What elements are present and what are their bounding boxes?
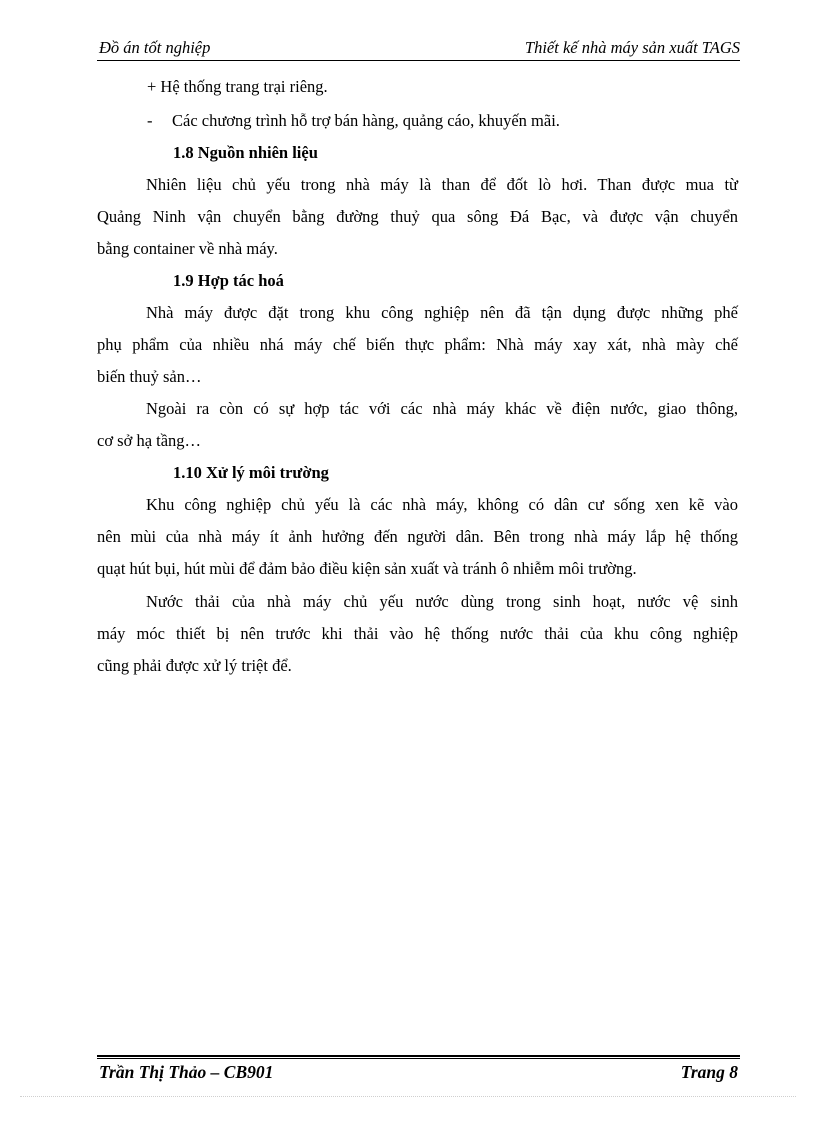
header-document-title: Thiết kế nhà máy sản xuất TAGS	[524, 38, 740, 57]
list-item-farm: + Hệ thống trang trại riêng.	[147, 77, 328, 96]
paragraph-wastewater-line-1: Nước thải của nhà máy chủ yếu nước dùng trong sinh hoạt, nước vệ sinh	[146, 592, 738, 611]
header-document-type: Đồ án tốt nghiệp	[99, 38, 211, 57]
paragraph-other-line-1: Ngoài ra còn có sự hợp tác với các nhà máy khác về điện nước, giao thông,	[146, 399, 738, 418]
paragraph-cooperation-line-3: biến thuỷ sản…	[97, 367, 202, 386]
list-item-programs: Các chương trình hỗ trợ bán hàng, quảng cáo, khuyến mãi.	[172, 111, 560, 130]
paragraph-fuel-line-2: Quảng Ninh vận chuyển bằng đường thuỷ qua sông Đá Bạc, và được vận chuyển	[97, 207, 738, 226]
paragraph-other-line-2: cơ sở hạ tầng…	[97, 431, 202, 450]
paragraph-fuel-line-1: Nhiên liệu chủ yếu trong nhà máy là than để đốt lò hơi. Than được mua từ	[146, 175, 738, 194]
paragraph-environment-line-2: nên mùi của nhà máy ít ảnh hưởng đến người dân. Bên trong nhà máy lắp hệ thống	[97, 527, 738, 546]
page-header	[97, 36, 740, 60]
list-item-dash: -	[147, 111, 153, 130]
footer-divider-thick	[97, 1055, 740, 1057]
page-bottom-border	[20, 1096, 796, 1097]
paragraph-wastewater-line-3: cũng phải được xử lý triệt để.	[97, 656, 292, 675]
section-heading-1-10: 1.10 Xử lý môi trường	[173, 463, 329, 482]
section-heading-1-8: 1.8 Nguồn nhiên liệu	[173, 143, 318, 162]
footer-page-number: Trang 8	[680, 1062, 738, 1082]
paragraph-cooperation-line-1: Nhà máy được đặt trong khu công nghiệp nên đã tận dụng được những phế	[146, 303, 738, 322]
paragraph-environment-line-3: quạt hút bụi, hút mùi để đảm bảo điều kiện sản xuất và tránh ô nhiễm môi trường.	[97, 559, 637, 578]
footer-author: Trần Thị Thảo – CB901	[99, 1062, 274, 1082]
footer-divider-thin	[97, 1058, 740, 1059]
header-divider	[97, 60, 740, 61]
section-heading-1-9: 1.9 Hợp tác hoá	[173, 271, 284, 290]
paragraph-environment-line-1: Khu công nghiệp chủ yếu là các nhà máy, không có dân cư sống xen kẽ vào	[146, 495, 738, 514]
paragraph-cooperation-line-2: phụ phẩm của nhiều nhá máy chế biến thực phẩm: Nhà máy xay xát, nhà mày chế	[97, 335, 738, 354]
paragraph-wastewater-line-2: máy móc thiết bị nên trước khi thải vào hệ thống nước thải của khu công nghiệp	[97, 624, 738, 643]
paragraph-fuel-line-3: bằng container về nhà máy.	[97, 239, 278, 258]
